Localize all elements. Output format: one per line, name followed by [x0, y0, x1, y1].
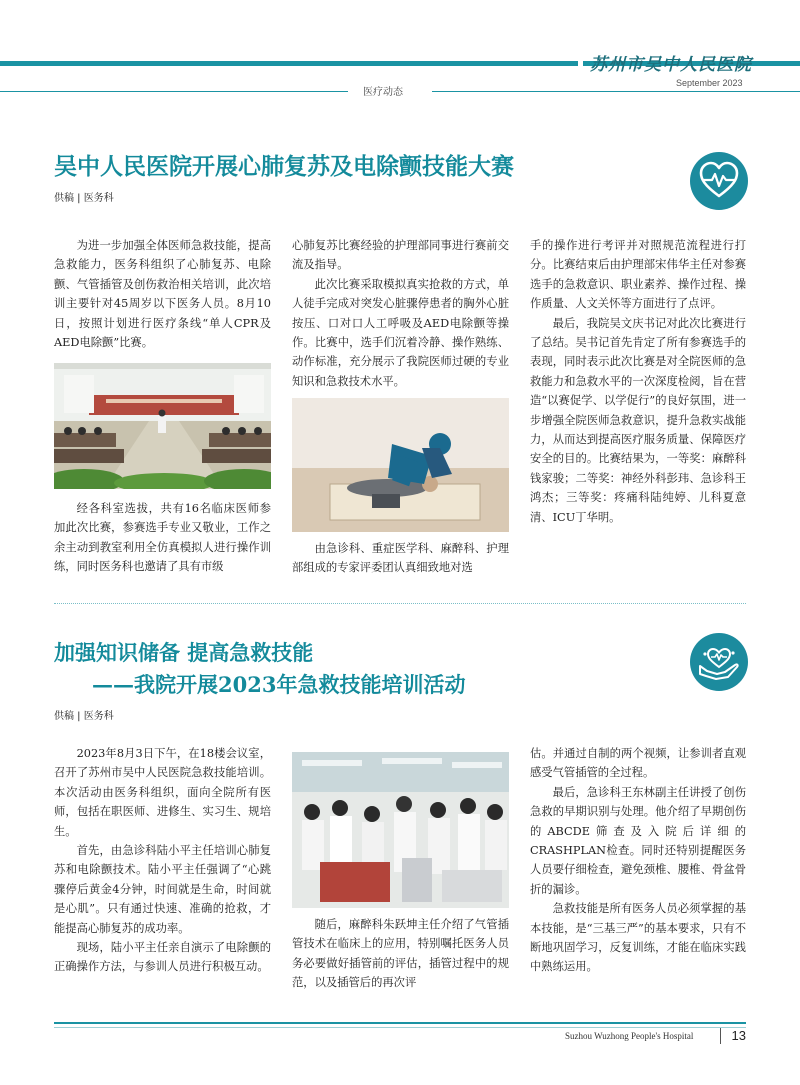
article2-paragraph: 最后，急诊科王东林副主任讲授了创伤急救的早期识别与处理。他介绍了早期创伤的ABCDE筛查及入院后详细的CRASHPLAN检查。同时还特别提醒医务人员要仔细检查，避免颈椎、腰椎、骨盆骨折的漏诊。 [530, 785, 746, 896]
article2-byline: 供稿 | 医务科 [54, 711, 114, 722]
section-label: 医疗动态 [363, 87, 403, 98]
footer-hospital-name: Suzhou Wuzhong People's Hospital [565, 1031, 694, 1041]
heart-pulse-icon [690, 152, 748, 210]
article2-subtitle: ——我院开展2023年急救技能培训活动 [92, 672, 466, 697]
article1-column-2b [292, 539, 509, 578]
footer-rule-thin [54, 1027, 746, 1028]
issue-month: September 2023 [676, 78, 743, 88]
article1-column-2 [292, 236, 509, 391]
article2-column-1 [54, 744, 271, 977]
article1-column-3 [530, 236, 746, 527]
article1-paragraph: 由急诊科、重症医学科、麻醉科、护理部组成的专家评委团认真细致地对选 [292, 542, 509, 575]
hospital-name: 苏州市吴中人民医院 [590, 55, 752, 75]
article1-photo-meeting [54, 363, 271, 489]
article1-column-1b [54, 499, 271, 577]
article2-paragraph: 首先，由急诊科陆小平主任培训心肺复苏和电除颤技术。陆小平主任强调了“心跳骤停后黄金4分钟，时间就是生命，时间就是心肌”。只有通过快速、准确的抢救，才能提高心肺复苏的成功率。 [54, 844, 271, 935]
article1-paragraph-cont: 心肺复苏比赛经验的护理部同事进行赛前交流及指导。 [292, 239, 509, 272]
article2-paragraph: 现场，陆小平主任亲自演示了电除颤的正确操作方法，与参训人员进行积极互动。 [54, 941, 271, 974]
article-divider [54, 603, 746, 604]
article1-paragraph: 最后，我院吴文庆书记对此次比赛进行了总结。吴书记首先肯定了所有参赛选手的表现，同时表示此次比赛是对全院医师的急救能力和急救水平的一次深度检阅，旨在营造“以赛促学、以学促行”的良好氛围，进一步增强全院医师急救意识，提升急救实战能力，从而达到提高医疗服务质量、保障医疗安全的目的。比赛结果为，一等奖：麻醉科钱家骏；二等奖：神经外科彭玮、急诊科王鸿杰；三等奖：疼痛科陆纯婷、儿科夏意清、ICU丁华明。 [530, 316, 746, 524]
article2-paragraph-cont: 估。并通过自制的两个视频，让参训者直观感受气管插管的全过程。 [530, 747, 746, 780]
article1-title: 吴中人民医院开展心肺复苏及电除颤技能大赛 [54, 153, 514, 180]
article1-paragraph: 经各科室选拔，共有16名临床医师参加此次比赛，参赛选手专业又敬业，工作之余主动到教室利用全仿真模拟人进行操作训练，同时医务科也邀请了具有市级 [54, 502, 271, 574]
article1-photo-cpr [292, 398, 509, 532]
article2-photo-training [292, 752, 509, 908]
page-number: 13 [720, 1028, 746, 1044]
article2-paragraph: 2023年8月3日下午，在18楼会议室，召开了苏州市吴中人民医院急救技能培训。本次活动由医务科组织，面向全院所有医师，包括在职医师、进修生、实习生、规培生。 [54, 747, 271, 838]
article2-title: 加强知识储备 提高急救技能 [54, 640, 314, 665]
article1-column-1 [54, 236, 271, 352]
article2-paragraph: 急救技能是所有医务人员必须掌握的基本技能，是“三基三严”的基本要求，只有不断地巩固学习，反复训练，才能在临床实践中熟练运用。 [530, 902, 746, 974]
article1-paragraph: 为进一步加强全体医师急救技能，提高急救能力，医务科组织了心肺复苏、电除颤、气管插管及创伤救治相关培训，此次培训主要针对45周岁以下医务人员。8月10日，按照计划进行医疗条线“单人CPR及AED电除颤”比赛。 [54, 239, 271, 350]
article2-paragraph: 随后，麻醉科朱跃坤主任介绍了气管插管技术在临床上的应用，特别嘱托医务人员务必要做好插管前的评估，插管过程中的规范，以及插管后的再次评 [292, 918, 509, 990]
section-rule-left [0, 91, 348, 92]
article1-paragraph-cont: 手的操作进行考评并对照规范流程进行打分。比赛结束后由护理部宋伟华主任对参赛选手的急救意识、职业素养、操作过程、操作质量、人文关怀等方面进行了点评。 [530, 239, 746, 311]
hands-heart-icon [690, 633, 748, 691]
article1-paragraph: 此次比赛采取模拟真实抢救的方式，单人徒手完成对突发心脏骤停患者的胸外心脏按压、口对口人工呼吸及AED电除颤等操作。比赛中，选手们沉着冷静、操作熟练、动作标准，充分展示了我院医师过硬的专业知识和急救技术水平。 [292, 277, 509, 388]
footer-rule [54, 1022, 746, 1024]
article2-column-2 [292, 915, 509, 993]
section-rule-right [432, 91, 800, 92]
article2-column-3 [530, 744, 746, 977]
article1-byline: 供稿 | 医务科 [54, 193, 114, 204]
header-bar [0, 61, 578, 66]
